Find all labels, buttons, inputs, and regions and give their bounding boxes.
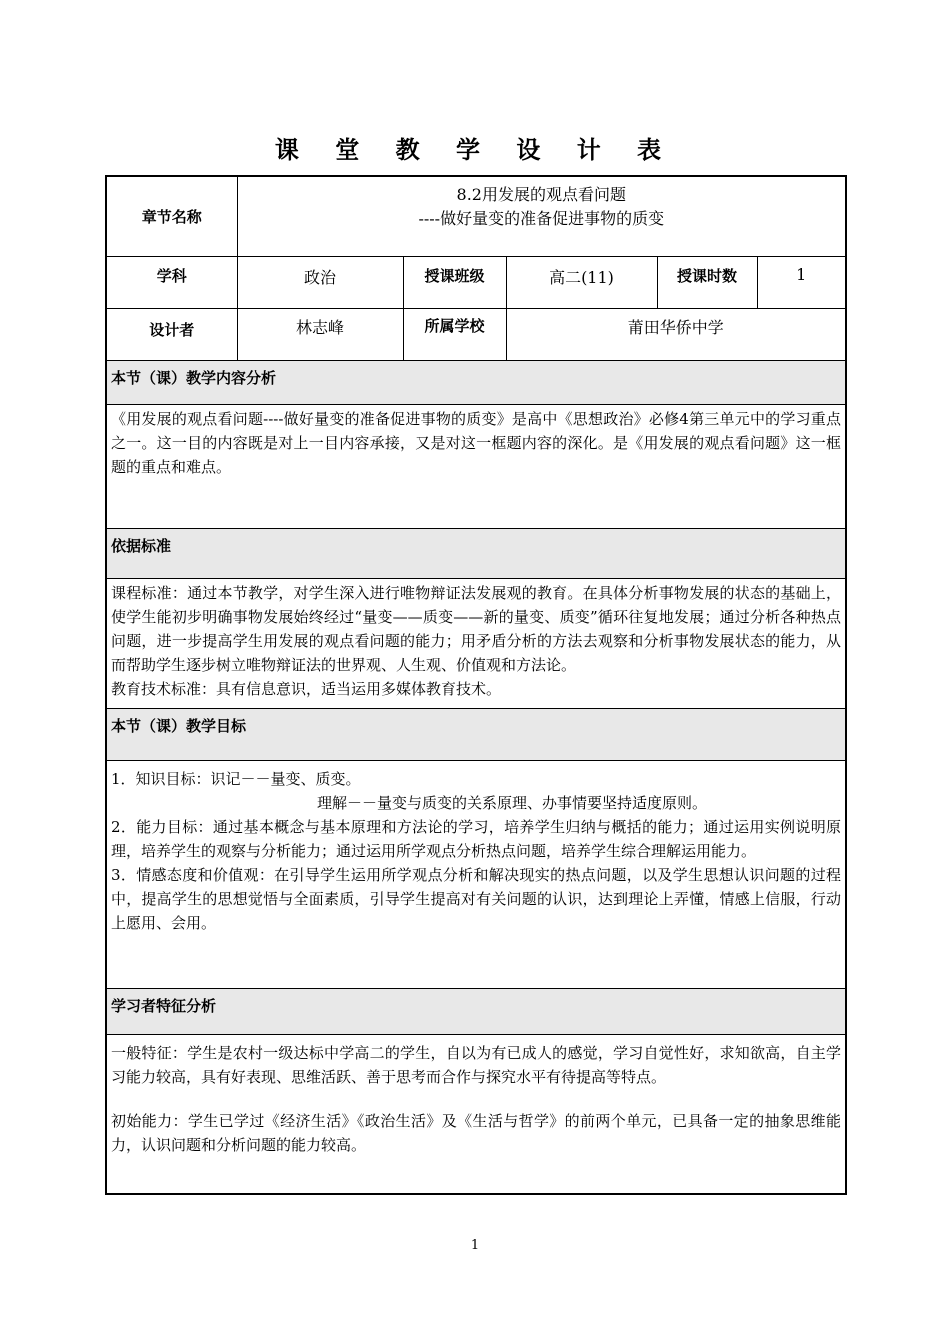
content-analysis-body (106, 404, 846, 528)
content-analysis-heading-row (106, 360, 846, 404)
learners-heading-row (106, 988, 846, 1034)
designer-label: 设计者 (106, 308, 237, 360)
content-analysis-text: 《用发展的观点看问题----做好量变的准备促进事物的质变》是高中《思想政治》必修4第三单元中的学习重点之一。这一目的内容既是对上一目内容承接，又是对这一框题内容的深化。是《用发展的观点看问题》这一框题的重点和难点。 (111, 409, 842, 476)
standards-tech-text: 教育技术标准：具有信息意识，适当运用多媒体教育技术。 (111, 679, 502, 698)
standards-course-text: 课程标准：通过本节教学，对学生深入进行唯物辩证法发展观的教育。在具体分析事物发展的状态的基础上，使学生能初步明确事物发展始终经过“量变——质变——新的量变、质变”循环往复地发展；通过分析各种热点问题，进一步提高学生用发展的观点看问题的能力；用矛盾分析的方法去观察和分析事物发展状态的能力，从而帮助学生逐步树立唯物辩证法的世界观、人生观、价值观和方法论。 (111, 583, 842, 674)
objectives-heading: 本节（课）教学目标 (106, 708, 846, 760)
objective-attitude: 3．情感态度和价值观：在引导学生运用所学观点分析和解决现实的热点问题，以及学生思想认识问题的过程中，提高学生的思想觉悟与全面素质，引导学生提高对有关问题的认识，达到理论上弄懂，情感上信服，行动上愿用、会用。 (111, 865, 842, 932)
subject-row (106, 256, 846, 308)
lesson-design-table (105, 175, 847, 1195)
designer-value: 林志峰 (237, 308, 403, 360)
class-label: 授课班级 (403, 256, 506, 308)
objectives-body-row (106, 760, 846, 988)
subject-value: 政治 (237, 256, 403, 308)
hours-value: 1 (757, 256, 846, 308)
chapter-row (106, 176, 846, 256)
subject-label: 学科 (106, 256, 237, 308)
learners-body-row (106, 1034, 846, 1194)
chapter-label: 章节名称 (106, 176, 237, 256)
page-number: 1 (470, 1238, 480, 1253)
standards-body (106, 578, 846, 708)
hours-label: 授课时数 (657, 256, 757, 308)
chapter-line-2: ----做好量变的准备促进事物的质变 (418, 209, 665, 228)
learners-heading: 学习者特征分析 (106, 988, 846, 1034)
standards-heading-row (106, 528, 846, 578)
objective-ability: 2．能力目标：通过基本概念与基本原理和方法论的学习，培养学生归纳与概括的能力；通过运用实例说明原理，培养学生的观察与分析能力；通过运用所学观点分析热点问题，培养学生综合理解运用能力。 (111, 817, 842, 860)
learners-general-text: 一般特征：学生是农村一级达标中学高二的学生，自以为有已成人的感觉，学习自觉性好，求知欲高，自主学习能力较高，具有好表现、思维活跃、善于思考而合作与探究水平有待提高等特点。 (111, 1043, 842, 1086)
learners-initial-text: 初始能力：学生已学过《经济生活》《政治生活》及《生活与哲学》的前两个单元，已具备一定的抽象思维能力，认识问题和分析问题的能力较高。 (111, 1111, 842, 1154)
class-value: 高二(11) (506, 256, 657, 308)
objectives-body (106, 760, 846, 988)
standards-heading: 依据标准 (106, 528, 846, 578)
objective-knowledge-understand: 理解－－量变与质变的关系原理、办事情要坚持适度原则。 (317, 793, 708, 812)
content-analysis-heading: 本节（课）教学内容分析 (106, 360, 846, 404)
page-title: 课 堂 教 学 设 计 表 (274, 136, 676, 164)
content-analysis-body-row (106, 404, 846, 528)
school-value: 莆田华侨中学 (506, 308, 846, 360)
designer-row (106, 308, 846, 360)
standards-body-row (106, 578, 846, 708)
chapter-line-1: 8.2用发展的观点看问题 (456, 185, 626, 204)
objectives-heading-row (106, 708, 846, 760)
learners-body (106, 1034, 846, 1194)
school-label: 所属学校 (403, 308, 506, 360)
objective-knowledge: 1．知识目标：识记－－量变、质变。 (111, 769, 361, 788)
chapter-value (237, 176, 846, 256)
